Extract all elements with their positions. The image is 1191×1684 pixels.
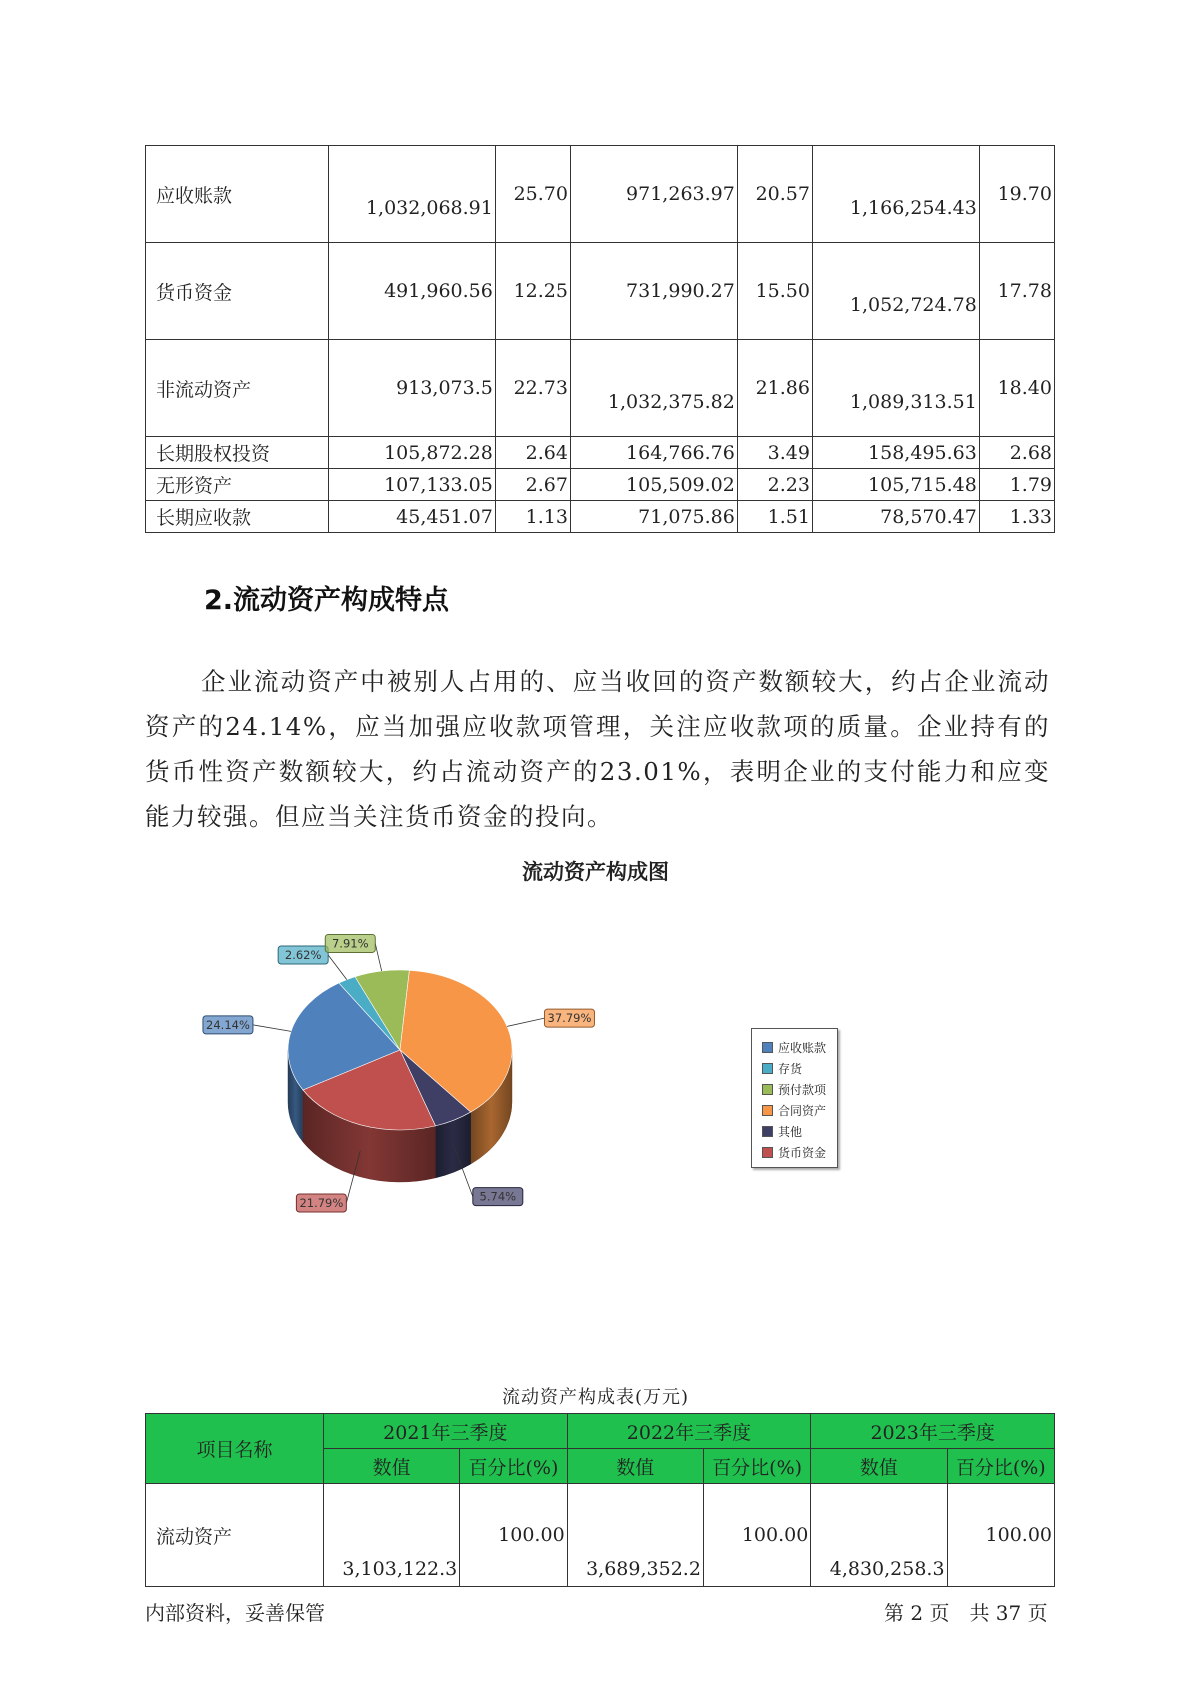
pct-2021: 12.25 xyxy=(495,243,570,340)
legend-item xyxy=(752,1121,837,1142)
value-2021: 105,872.28 xyxy=(329,437,496,469)
data-label: 21.79% xyxy=(299,1195,344,1210)
legend-swatch xyxy=(762,1126,773,1137)
table-row xyxy=(146,437,1055,469)
pct-2021: 1.13 xyxy=(495,501,570,533)
table-row xyxy=(146,340,1055,437)
pct-2023: 17.78 xyxy=(979,243,1054,340)
header-pct: 百分比(%) xyxy=(703,1449,810,1484)
value-2023: 1,052,724.78 xyxy=(812,243,979,340)
pie-chart xyxy=(206,900,650,1210)
value-2021: 913,073.5 xyxy=(329,340,496,437)
row-name: 非流动资产 xyxy=(146,340,329,437)
pct-2022: 20.57 xyxy=(737,146,812,243)
legend-item xyxy=(752,1142,837,1163)
callout-line xyxy=(253,1025,291,1032)
section-heading: 2.流动资产构成特点 xyxy=(204,585,450,616)
table-header-row xyxy=(146,1414,1055,1449)
pct-2021: 25.70 xyxy=(495,146,570,243)
pct-2023: 100.00 xyxy=(947,1484,1054,1587)
legend-item xyxy=(752,1079,837,1100)
pct-2022: 100.00 xyxy=(703,1484,810,1587)
header-item-name: 项目名称 xyxy=(146,1414,324,1484)
value-2023: 1,089,313.51 xyxy=(812,340,979,437)
pct-2022: 3.49 xyxy=(737,437,812,469)
callout-line xyxy=(507,1018,544,1026)
legend-label: 合同资产 xyxy=(778,1104,827,1118)
legend-swatch xyxy=(762,1147,773,1158)
value-2022: 3,689,352.2 xyxy=(567,1484,703,1587)
value-2022: 1,032,375.82 xyxy=(570,340,737,437)
legend-label: 其他 xyxy=(778,1125,803,1139)
row-name: 无形资产 xyxy=(146,469,329,501)
footer-confidential: 内部资料，妥善保管 xyxy=(145,1601,325,1625)
value-2021: 3,103,122.3 xyxy=(324,1484,460,1587)
value-2023: 105,715.48 xyxy=(812,469,979,501)
data-label: 24.14% xyxy=(206,1017,250,1032)
header-year: 2021年三季度 xyxy=(324,1414,568,1449)
header-year: 2022年三季度 xyxy=(567,1414,811,1449)
page-number: 第 2 页 共 37 页 xyxy=(884,1601,1048,1625)
table-row xyxy=(146,469,1055,501)
callout-line xyxy=(375,943,381,971)
data-label: 37.79% xyxy=(547,1011,592,1026)
row-name: 长期应收款 xyxy=(146,501,329,533)
header-value: 数值 xyxy=(324,1449,460,1484)
table-row xyxy=(146,243,1055,340)
row-name: 应收账款 xyxy=(146,146,329,243)
value-2023: 4,830,258.3 xyxy=(811,1484,947,1587)
legend-label: 货币资金 xyxy=(778,1146,827,1160)
value-2022: 164,766.76 xyxy=(570,437,737,469)
current-assets-table xyxy=(145,1413,1055,1587)
pct-2023: 2.68 xyxy=(979,437,1054,469)
data-label: 7.91% xyxy=(331,936,369,951)
legend-swatch xyxy=(762,1105,773,1116)
pct-2022: 2.23 xyxy=(737,469,812,501)
pct-2021: 22.73 xyxy=(495,340,570,437)
data-label: 5.74% xyxy=(479,1189,517,1204)
row-name: 长期股权投资 xyxy=(146,437,329,469)
legend-swatch xyxy=(762,1063,773,1074)
value-2021: 491,960.56 xyxy=(329,243,496,340)
chart-legend xyxy=(751,1028,838,1168)
legend-swatch xyxy=(762,1084,773,1095)
row-name: 货币资金 xyxy=(146,243,329,340)
asset-structure-table xyxy=(145,145,1055,533)
value-2022: 71,075.86 xyxy=(570,501,737,533)
value-2023: 1,166,254.43 xyxy=(812,146,979,243)
section-paragraph: 企业流动资产中被别人占用的、应当收回的资产数额较大，约占企业流动资产的24.14%，应当加强应收款项管理，关注应收款项的质量。企业持有的货币性资产数额较大，约占流动资产的23.01%，表明企业的支付能力和应变能力较强。但应当关注货币资金的投向。 xyxy=(145,666,1050,831)
header-pct: 百分比(%) xyxy=(947,1449,1054,1484)
pct-2023: 1.79 xyxy=(979,469,1054,501)
legend-label: 应收账款 xyxy=(778,1041,827,1055)
value-2021: 1,032,068.91 xyxy=(329,146,496,243)
legend-item xyxy=(752,1058,837,1079)
header-value: 数值 xyxy=(811,1449,947,1484)
table-row xyxy=(146,501,1055,533)
pct-2022: 1.51 xyxy=(737,501,812,533)
value-2023: 78,570.47 xyxy=(812,501,979,533)
pct-2022: 21.86 xyxy=(737,340,812,437)
value-2021: 107,133.05 xyxy=(329,469,496,501)
pct-2023: 1.33 xyxy=(979,501,1054,533)
pct-2023: 19.70 xyxy=(979,146,1054,243)
value-2021: 45,451.07 xyxy=(329,501,496,533)
pct-2022: 15.50 xyxy=(737,243,812,340)
chart-title: 流动资产构成图 xyxy=(522,860,669,884)
header-pct: 百分比(%) xyxy=(460,1449,567,1484)
legend-label: 预付款项 xyxy=(778,1083,827,1097)
row-name: 流动资产 xyxy=(146,1484,324,1587)
pct-2021: 2.64 xyxy=(495,437,570,469)
data-label: 2.62% xyxy=(284,947,322,962)
value-2023: 158,495.63 xyxy=(812,437,979,469)
legend-swatch xyxy=(762,1042,773,1053)
legend-label: 存货 xyxy=(778,1062,803,1076)
value-2022: 731,990.27 xyxy=(570,243,737,340)
legend-item xyxy=(752,1037,837,1058)
legend-item xyxy=(752,1100,837,1121)
value-2022: 105,509.02 xyxy=(570,469,737,501)
table-caption: 流动资产构成表(万元) xyxy=(501,1387,690,1408)
header-value: 数值 xyxy=(567,1449,703,1484)
header-year: 2023年三季度 xyxy=(811,1414,1055,1449)
pct-2021: 2.67 xyxy=(495,469,570,501)
table-row xyxy=(146,1484,1055,1587)
value-2022: 971,263.97 xyxy=(570,146,737,243)
table-row xyxy=(146,146,1055,243)
pct-2023: 18.40 xyxy=(979,340,1054,437)
pct-2021: 100.00 xyxy=(460,1484,567,1587)
callout-line xyxy=(328,955,347,980)
